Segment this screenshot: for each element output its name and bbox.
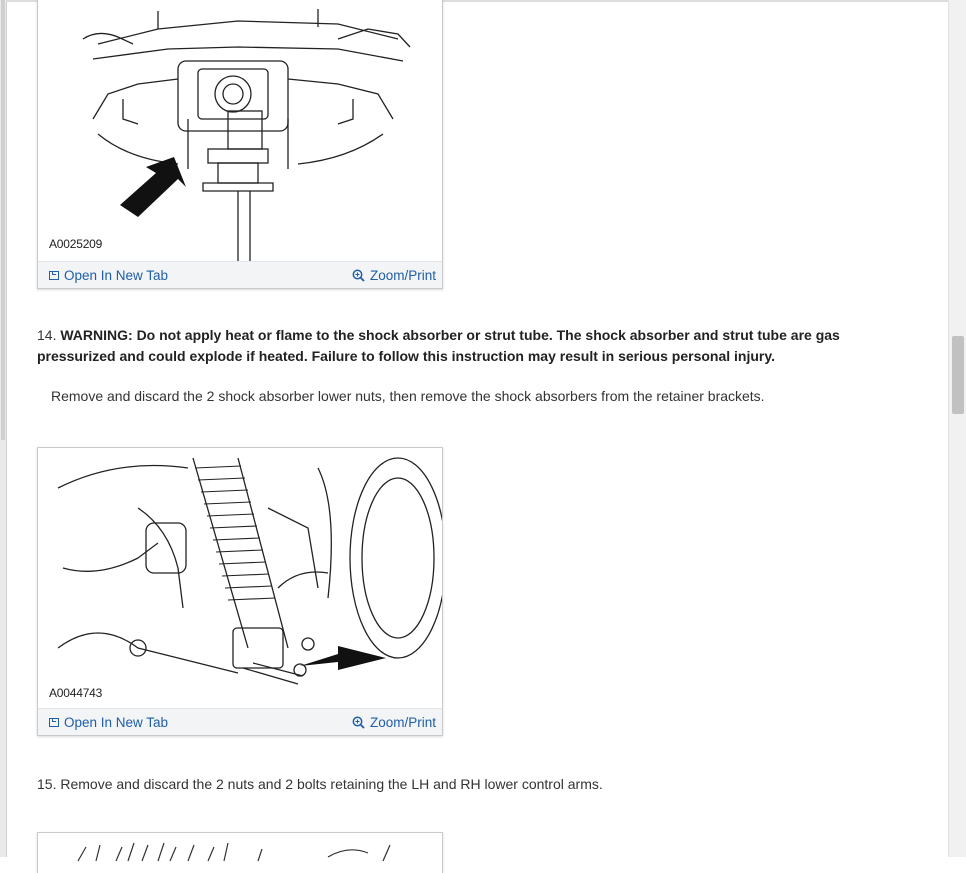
step-number: 14. <box>37 327 57 343</box>
open-new-tab-icon <box>49 271 59 280</box>
step-14-warning <box>37 325 917 367</box>
step-14-instruction: Remove and discard the 2 shock absorber lower nuts, then remove the shock absorbers from the retainer brackets. <box>51 388 765 404</box>
figure-a0044743 <box>37 447 443 736</box>
open-in-new-tab-link[interactable] <box>49 715 168 730</box>
warning-text: WARNING: Do not apply heat or flame to the shock absorber or strut tube. The shock absorber and strut tube are gas pressurized and could explode if heated. Failure to follow this instruction may result in serious personal injury. <box>37 327 840 364</box>
figure-toolbar <box>38 261 442 288</box>
illustration-differential <box>38 0 442 261</box>
scrollbar-thumb[interactable] <box>952 336 964 414</box>
window-left-edge <box>0 0 7 857</box>
figure-partial <box>37 832 443 873</box>
open-new-tab-icon <box>49 718 59 727</box>
shock-absorber-drawing <box>38 448 442 708</box>
figure-toolbar <box>38 708 442 735</box>
figure-a0025209 <box>37 0 443 289</box>
vertical-scrollbar[interactable] <box>948 0 966 857</box>
figure-code: A0044743 <box>49 686 103 700</box>
zoom-icon <box>352 269 365 282</box>
figure-code: A0025209 <box>49 237 103 251</box>
open-in-new-tab-label: Open In New Tab <box>64 714 169 730</box>
zoom-icon <box>352 716 365 729</box>
zoom-print-link[interactable] <box>352 715 436 730</box>
differential-drawing <box>38 0 442 261</box>
step-15: 15. Remove and discard the 2 nuts and 2 bolts retaining the LH and RH lower control arms. <box>37 776 603 792</box>
zoom-print-label: Zoom/Print <box>369 267 436 283</box>
open-in-new-tab-label: Open In New Tab <box>64 267 169 283</box>
open-in-new-tab-link[interactable] <box>49 268 168 283</box>
zoom-print-link[interactable] <box>352 268 436 283</box>
illustration-shock-absorber <box>38 448 442 708</box>
partial-drawing <box>38 833 442 863</box>
zoom-print-label: Zoom/Print <box>369 714 436 730</box>
